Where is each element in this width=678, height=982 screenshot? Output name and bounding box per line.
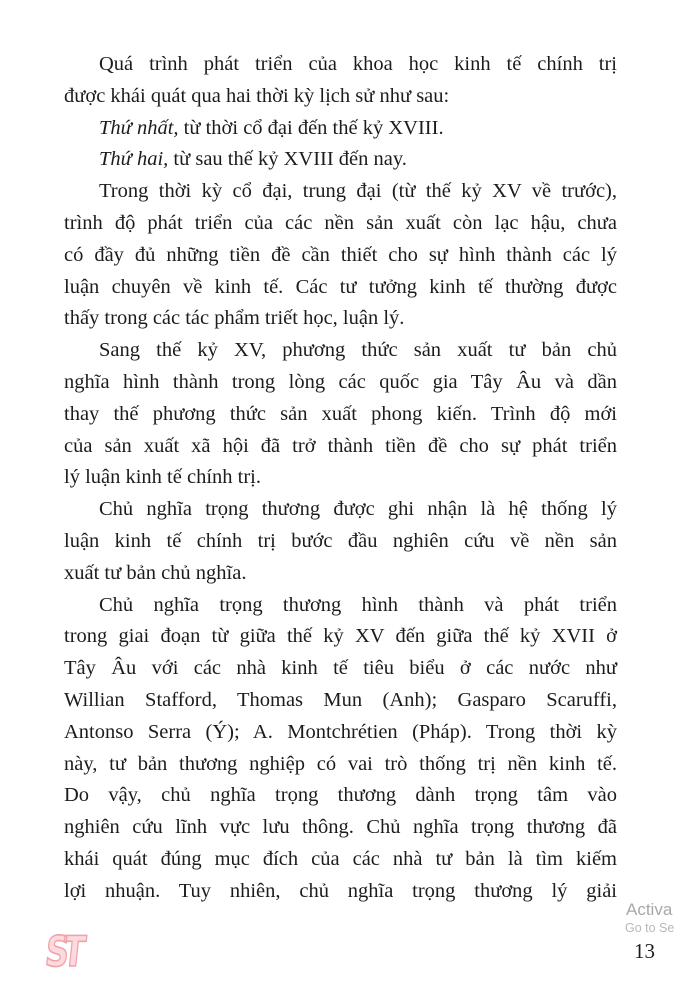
- text-segment: lợi nhuận. Tuy nhiên, chủ nghĩa trọng thương lý giải: [64, 879, 617, 902]
- text-line: [64, 208, 617, 240]
- activate-windows-watermark-line1: Activa: [626, 900, 673, 919]
- text-line: [64, 367, 617, 399]
- text-line: [64, 240, 617, 272]
- publisher-logo: [42, 927, 82, 976]
- page-number: 13: [634, 939, 655, 963]
- text-line: [64, 303, 617, 335]
- text-line: [64, 844, 617, 876]
- text-segment: Willian Stafford, Thomas Mun (Anh); Gasparo Scaruffi,: [64, 688, 617, 711]
- text-segment: Thứ hai,: [99, 148, 169, 171]
- text-line: [64, 335, 617, 367]
- text-segment: này, tư bản thương nghiệp có vai trò thống trị nền kinh tế.: [64, 752, 617, 775]
- text-segment: Do vậy, chủ nghĩa trọng thương dành trọng tâm vào: [64, 784, 617, 807]
- text-line: [64, 526, 617, 558]
- text-segment: Antonso Serra (Ý); A. Montchrétien (Pháp). Trong thời kỳ: [64, 720, 617, 743]
- text-line: [64, 399, 617, 431]
- text-line: [64, 685, 617, 717]
- text-line: [64, 431, 617, 463]
- text-segment: nghĩa hình thành trong lòng các quốc gia Tây Âu và dần: [64, 370, 617, 393]
- text-segment: Thứ nhất,: [99, 116, 179, 139]
- text-line: [64, 113, 617, 145]
- text-segment: xuất tư bản chủ nghĩa.: [64, 561, 247, 584]
- text-line: [64, 812, 617, 844]
- text-line: [64, 780, 617, 812]
- text-segment: Quá trình phát triển của khoa học kinh tế chính trị: [99, 53, 617, 75]
- text-segment: từ sau thế kỷ XVIII đến nay.: [168, 148, 407, 171]
- text-line: [64, 590, 617, 622]
- text-segment: khái quát đúng mục đích của các nhà tư bản là tìm kiếm: [64, 847, 617, 870]
- text-segment: luận chuyên về kinh tế. Các tư tưởng kinh tế thường được: [64, 275, 617, 298]
- text-line: [64, 462, 617, 494]
- text-line: [64, 717, 617, 749]
- text-line: [64, 176, 617, 208]
- text-segment: được khái quát qua hai thời kỳ lịch sử như sau:: [64, 84, 450, 107]
- text-segment: thấy trong các tác phẩm triết học, luận lý.: [64, 307, 405, 330]
- text-line: [64, 558, 617, 590]
- text-segment: Trong thời kỳ cổ đại, trung đại (từ thế kỷ XV về trước),: [99, 180, 617, 203]
- text-segment: luận kinh tế chính trị bước đầu nghiên cứu về nền sản: [64, 529, 617, 552]
- text-line: [64, 653, 617, 685]
- text-line: [64, 144, 617, 176]
- text-line: [64, 876, 617, 908]
- text-segment: thay thế phương thức sản xuất phong kiến. Trình độ mới: [64, 402, 617, 425]
- publisher-logo-text: ST: [42, 927, 82, 976]
- text-line: [64, 81, 617, 113]
- text-line: [64, 621, 617, 653]
- text-segment: nghiên cứu lĩnh vực lưu thông. Chủ nghĩa trọng thương đã: [64, 816, 617, 839]
- text-segment: Chủ nghĩa trọng thương được ghi nhận là hệ thống lý: [99, 498, 617, 521]
- text-segment: có đầy đủ những tiền đề cần thiết cho sự hình thành các lý: [64, 243, 617, 266]
- text-line: [64, 49, 617, 81]
- text-segment: lý luận kinh tế chính trị.: [64, 466, 261, 489]
- text-segment: Sang thế kỷ XV, phương thức sản xuất tư bản chủ: [99, 339, 617, 362]
- text-line: [64, 272, 617, 304]
- text-segment: Chủ nghĩa trọng thương hình thành và phát triển: [99, 593, 617, 616]
- text-line: [64, 494, 617, 526]
- text-line: [64, 749, 617, 781]
- activate-windows-watermark-line2: Go to Se: [625, 921, 675, 935]
- text-segment: trình độ phát triển của các nền sản xuất còn lạc hậu, chưa: [64, 211, 617, 234]
- text-segment: Tây Âu với các nhà kinh tế tiêu biểu ở các nước như: [64, 657, 617, 680]
- text-segment: trong giai đoạn từ giữa thế kỷ XV đến giữa thế kỷ XVII ở: [64, 625, 617, 648]
- text-segment: từ thời cổ đại đến thế kỷ XVIII.: [178, 116, 444, 139]
- page-text: [64, 49, 617, 908]
- text-segment: của sản xuất xã hội đã trở thành tiền đề cho sự phát triển: [64, 434, 617, 457]
